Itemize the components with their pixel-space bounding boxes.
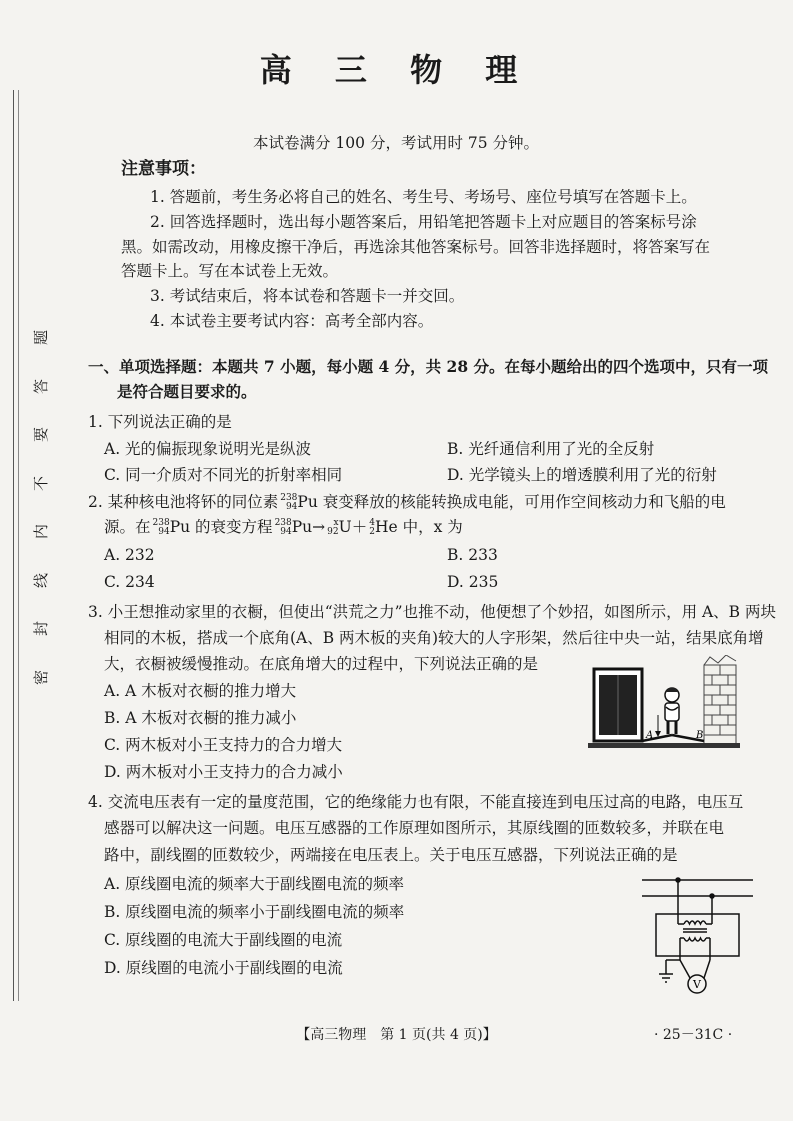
element-symbol: Pu (169, 518, 191, 536)
isotope-u (327, 519, 338, 537)
option-d: D. 光学镜头上的增透膜利用了光的衍射 (447, 466, 717, 484)
notice-line: 1. 答题前，考生务必将自己的姓名、考生号、考场号、座位号填写在答题卡上。 (150, 188, 697, 206)
option-b: B. A 木板对衣橱的推力减小 (104, 709, 297, 727)
mass-number: x (333, 518, 339, 528)
binding-line-inner (18, 90, 19, 1001)
exam-code: · 25－31C · (654, 1027, 733, 1043)
section-heading: 是符合题目要求的。 (117, 382, 257, 401)
option-d: D. 两木板对小王支持力的合力减小 (104, 763, 343, 781)
question-stem-cont: 大，衣橱被缓慢推动。在底角增大的过程中，下列说法正确的是 (104, 655, 539, 673)
label-b: B (696, 730, 704, 741)
wardrobe-figure (588, 655, 740, 755)
option-b: B. 233 (447, 546, 498, 564)
notice-line: 3. 考试结束后，将本试卷和答题卡一并交回。 (150, 287, 465, 305)
option-a: A. 光的偏振现象说明光是纵波 (104, 440, 312, 458)
option-c: C. 234 (104, 573, 155, 591)
page-title: 高 三 物 理 (259, 51, 534, 89)
seal-char: 内 (32, 523, 51, 540)
option-a: A. A 木板对衣橱的推力增大 (104, 682, 297, 700)
option-a: A. 原线圈电流的频率大于副线圈电流的频率 (104, 875, 405, 893)
stem-text: 中，x 为 (397, 518, 463, 536)
seal-char: 密 (32, 669, 51, 685)
mass-number: 238 (280, 493, 298, 503)
seal-char: 不 (32, 475, 51, 491)
element-symbol: He (374, 518, 398, 536)
seal-char: 封 (32, 620, 51, 637)
option-c: C. 原线圈的电流大于副线圈的电流 (104, 931, 343, 949)
question-stem-cont: 相同的木板，搭成一个底角(A、B 两木板的夹角)较大的人字形架，然后往中央一站，结果底角增 (104, 629, 764, 647)
element-symbol: Pu (297, 493, 318, 511)
question-stem: 4. 交流电压表有一定的量度范围，它的绝缘能力也有限，不能直接连到电压过高的电路，电压互 (88, 793, 744, 811)
binding-line (13, 90, 14, 1001)
mass-number: 4 (369, 518, 375, 528)
option-d: D. 原线圈的电流小于副线圈的电流 (104, 959, 343, 977)
notice-line: 黑。如需改动，用橡皮擦干净后，再选涂其他答案标号。回答非选择题时，将答案写在 (121, 238, 711, 256)
notice-heading: 注意事项： (121, 159, 206, 179)
question-stem-cont: 感器可以解决这一问题。电压互感器的工作原理如图所示，其原线圈的匝数较多，并联在电 (104, 819, 725, 837)
label-a: A (646, 730, 654, 741)
option-a: A. 232 (104, 546, 155, 564)
atomic-number: 94 (158, 527, 170, 537)
atomic-number: 94 (280, 527, 292, 537)
stem-text: 的衰变方程 (190, 518, 273, 536)
isotope-pu (153, 519, 170, 537)
question-stem-cont: 路中，副线圈的匝数较少，两端接在电压表上。关于电压互感器，下列说法正确的是 (104, 846, 678, 864)
mass-number: 238 (152, 518, 170, 528)
stem-text: 2. 某种核电池将钚的同位素 (88, 493, 279, 511)
question-stem: 1. 下列说法正确的是 (88, 413, 232, 431)
question-stem (88, 492, 726, 512)
option-b: B. 原线圈电流的频率小于副线圈电流的频率 (104, 903, 405, 921)
option-d: D. 235 (447, 573, 499, 591)
question-stem-cont (104, 517, 463, 537)
notice-line: 2. 回答选择题时，选出每小题答案后，用铅笔把答题卡上对应题目的答案标号涂 (150, 213, 697, 231)
element-symbol: U (338, 518, 352, 536)
voltmeter-icon: V (693, 978, 701, 991)
notice-line: 答题卡上。写在本试卷上无效。 (121, 262, 339, 280)
mass-number: 238 (274, 518, 292, 528)
plus-sign: ＋ (351, 518, 368, 536)
exam-intro: 本试卷满分 100 分，考试用时 75 分钟。 (253, 134, 540, 152)
atomic-number: 2 (369, 527, 375, 537)
section-heading: 一、单项选择题：本题共 7 小题，每小题 4 分，共 28 分。在每小题给出的四个选项中，只有一项 (88, 357, 769, 376)
option-b: B. 光纤通信利用了光的全反射 (447, 440, 655, 458)
seal-char: 答 (32, 378, 51, 394)
margin-seal-text (26, 330, 58, 718)
atomic-number: 92 (327, 527, 339, 537)
page-footer: 【高三物理 第 1 页(共 4 页)】 (296, 1027, 497, 1043)
isotope-pu (275, 519, 292, 537)
seal-char: 要 (32, 426, 51, 443)
notice-line: 4. 本试卷主要考试内容：高考全部内容。 (150, 312, 434, 330)
seal-char: 题 (32, 329, 51, 346)
option-c: C. 两木板对小王支持力的合力增大 (104, 736, 343, 754)
seal-char: 线 (32, 572, 51, 588)
transformer-circuit-figure (640, 870, 755, 1005)
element-symbol: Pu (291, 518, 313, 536)
option-c: C. 同一介质对不同光的折射率相同 (104, 466, 343, 484)
isotope-pu (280, 494, 297, 512)
atomic-number: 94 (285, 502, 298, 512)
arrow-icon: → (312, 518, 326, 536)
stem-text: 衰变释放的核能转换成电能，可用作空间核动力和飞船的电 (317, 493, 726, 511)
question-stem: 3. 小王想推动家里的衣橱，但使出“洪荒之力”也推不动，他便想了个妙招，如图所示，用 A、B 两块 (88, 603, 777, 621)
stem-text: 源。在 (104, 518, 151, 536)
